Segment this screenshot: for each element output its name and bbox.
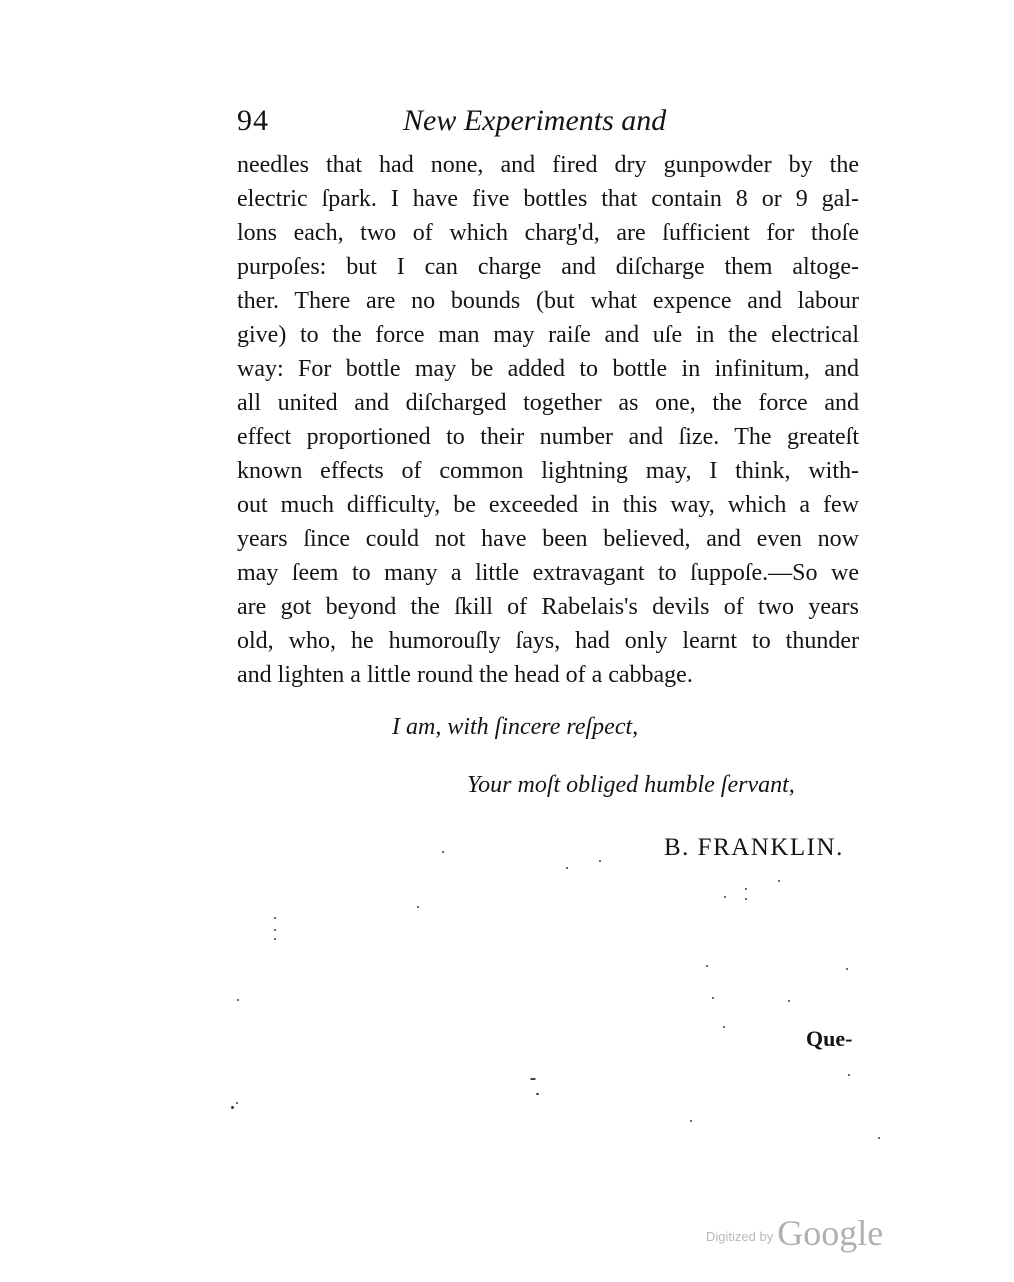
text-line: may ſeem to many a little extravagant to ſuppoſe.—So we (237, 560, 859, 586)
scan-speck (417, 906, 419, 908)
text-line: needles that had none, and fired dry gunpowder by the (237, 152, 859, 178)
scan-speck (566, 867, 568, 869)
text-line: effect proportioned to their number and ſize. The greateſt (237, 424, 859, 450)
text-line: known effects of common lightning may, I think, with- (237, 458, 859, 484)
scan-speck (442, 851, 444, 853)
scan-speck (712, 997, 714, 999)
signature: B. FRANKLIN. (664, 834, 844, 861)
text-line: purpoſes: but I can charge and diſcharge them altoge- (237, 254, 859, 280)
scan-speck (530, 1078, 536, 1080)
catchword: Que- (806, 1026, 853, 1051)
scan-speck (846, 968, 848, 970)
page-header (237, 104, 797, 144)
scan-speck (878, 1137, 880, 1139)
scan-speck (848, 1074, 850, 1076)
closing-servant: Your moſt obliged humble ſervant, (467, 772, 795, 798)
scan-speck (745, 898, 747, 900)
scan-speck (778, 880, 780, 882)
running-head: New Experiments and (403, 104, 667, 137)
closing-salutation: I am, with ſincere reſpect, (392, 714, 639, 740)
text-line: all united and diſcharged together as one, the force and (237, 390, 859, 416)
scan-speck (690, 1120, 692, 1122)
text-line: years ſince could not have been believed, and even now (237, 526, 859, 552)
text-line: give) to the force man may raiſe and uſe in the electrical (237, 322, 859, 348)
digitization-watermark (706, 1212, 883, 1254)
scan-speck (237, 999, 239, 1001)
scan-speck (745, 888, 747, 890)
scan-speck (536, 1093, 539, 1095)
watermark-small-text: Digitized by (706, 1229, 774, 1244)
text-line: electric ſpark. I have five bottles that contain 8 or 9 gal- (237, 186, 859, 212)
google-logo: Google (777, 1213, 884, 1253)
scan-speck (236, 1102, 238, 1104)
scan-speck (274, 917, 276, 919)
text-line: out much difficulty, be exceeded in this way, which a few (237, 492, 859, 518)
text-line: and lighten a little round the head of a cabbage. (237, 662, 693, 688)
scan-speck (723, 1026, 725, 1028)
page-number: 94 (237, 104, 269, 137)
text-line: are got beyond the ſkill of Rabelais's devils of two years (237, 594, 859, 620)
scan-speck (788, 1000, 790, 1002)
scan-speck (274, 938, 276, 940)
scan-speck (231, 1106, 234, 1109)
scan-speck (724, 896, 726, 898)
text-line: lons each, two of which charg'd, are ſufficient for thoſe (237, 220, 859, 246)
body-text (237, 148, 859, 692)
scan-speck (274, 929, 276, 931)
text-line: ther. There are no bounds (but what expence and labour (237, 288, 859, 314)
text-line: way: For bottle may be added to bottle in infinitum, and (237, 356, 859, 382)
scan-speck (706, 965, 708, 967)
text-line: old, who, he humorouſly ſays, had only learnt to thunder (237, 628, 859, 654)
scan-speck (599, 860, 601, 862)
